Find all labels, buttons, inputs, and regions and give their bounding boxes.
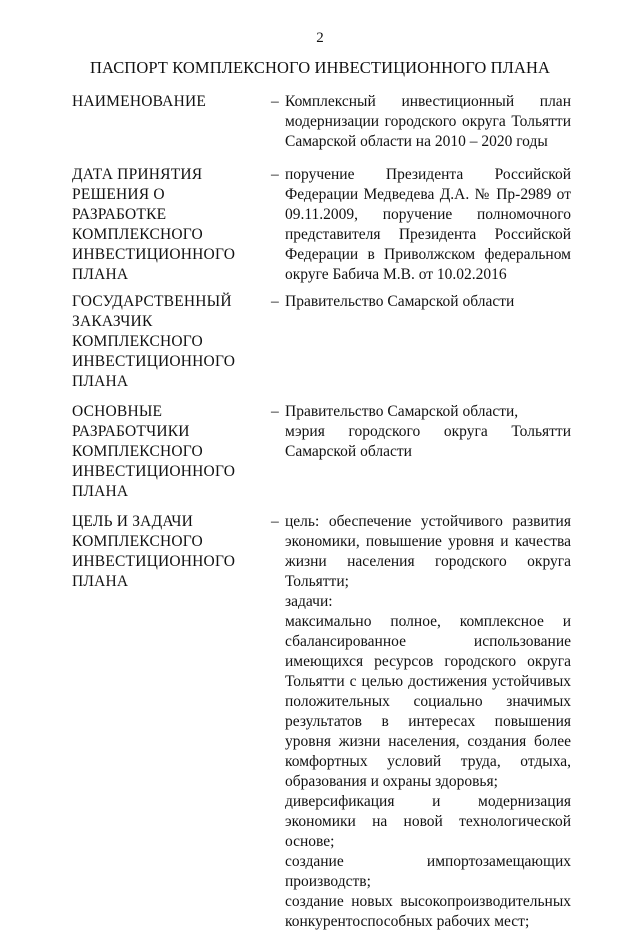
page-number: 2 bbox=[316, 30, 324, 46]
passport-section-name bbox=[72, 92, 572, 152]
passport-section-developers bbox=[72, 402, 572, 502]
dash-separator: – bbox=[271, 403, 279, 420]
dash-separator: – bbox=[271, 93, 279, 110]
section-label: ЦЕЛЬ И ЗАДАЧИ КОМПЛЕКСНОГО ИНВЕСТИЦИОННОГО ПЛАНА bbox=[72, 513, 236, 590]
task-item: создание импортозамещающих производств; bbox=[285, 853, 571, 890]
section-value bbox=[285, 512, 571, 932]
page-title: ПАСПОРТ КОМПЛЕКСНОГО ИНВЕСТИЦИОННОГО ПЛАНА bbox=[89, 58, 551, 77]
section-label: ОСНОВНЫЕ РАЗРАБОТЧИКИ КОМПЛЕКСНОГО ИНВЕСТИЦИОННОГО ПЛАНА bbox=[72, 403, 236, 500]
section-value bbox=[285, 402, 571, 462]
value-line: мэрия городского округа Тольятти Самарской области bbox=[285, 423, 571, 460]
passport-section-goals bbox=[72, 512, 572, 930]
passport-section-decision-date bbox=[72, 165, 572, 285]
passport-section-state-customer bbox=[72, 292, 572, 392]
section-value: Комплексный инвестиционный план модернизации городского округа Тольятти Самарской области на 2010 – 2020 годы bbox=[285, 93, 571, 150]
task-item: создание новых высокопроизводительных конкурентоспособных рабочих мест; bbox=[285, 893, 571, 930]
task-item: максимально полное, комплексное и сбалансированное использование имеющихся ресурсов городского округа Тольятти с целью достижения устойчивых положительных социально значимых результатов в интересах повышения уровня жизни населения, создания более комфортных условий труда, отдыха, образования и охраны здоровья; bbox=[285, 613, 571, 790]
task-item: диверсификация и модернизация экономики на новой технологической основе; bbox=[285, 793, 571, 850]
tasks-heading: задачи: bbox=[285, 593, 333, 610]
dash-separator: – bbox=[271, 166, 279, 183]
dash-separator: – bbox=[271, 513, 279, 530]
section-value: Правительство Самарской области bbox=[285, 293, 515, 310]
section-label: ГОСУДАРСТВЕННЫЙ ЗАКАЗЧИК КОМПЛЕКСНОГО ИНВЕСТИЦИОННОГО ПЛАНА bbox=[72, 293, 236, 390]
section-label: НАИМЕНОВАНИЕ bbox=[72, 93, 207, 110]
dash-separator: – bbox=[271, 293, 279, 310]
goal-text: цель: обеспечение устойчивого развития экономики, повышение уровня и качества жизни населения городского округа Тольятти; bbox=[285, 513, 571, 590]
value-line: Правительство Самарской области, bbox=[285, 403, 519, 420]
section-label: ДАТА ПРИНЯТИЯ РЕШЕНИЯ О РАЗРАБОТКЕ КОМПЛЕКСНОГО ИНВЕСТИЦИОННОГО ПЛАНА bbox=[72, 166, 236, 283]
section-value: поручение Президента Российской Федерации Медведева Д.А. № Пр-2989 от 09.11.2009, поручение полномочного представителя Президента Российской Федерации в Приволжском федеральном округе Бабича М.В. от 10.02.2016 bbox=[285, 166, 571, 283]
